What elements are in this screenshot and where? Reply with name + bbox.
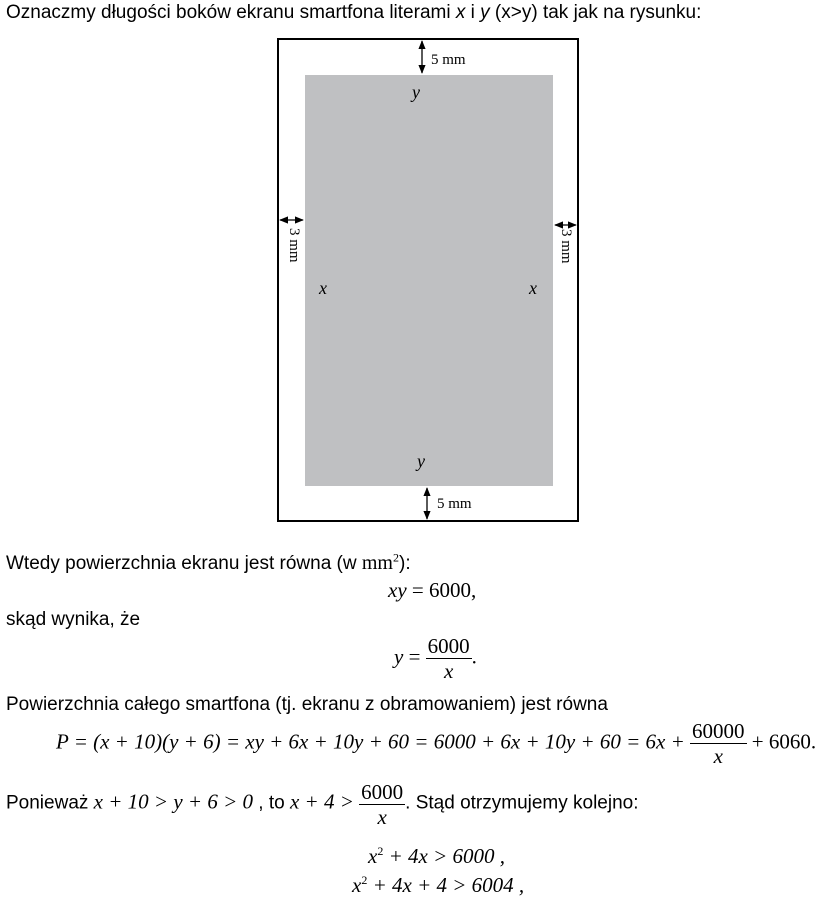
area-unit: mm <box>361 552 393 574</box>
eq3-main: P = (x + 10)(y + 6) = xy + 6x + 10y + 60 = 6000 + 6x + 10y + 60 = 6x + <box>56 729 691 754</box>
equation-y <box>394 634 477 683</box>
powierzchnia-line: Powierzchnia całego smartfona (tj. ekranu z obramowaniem) jest równa <box>6 694 608 715</box>
eq1-lhs: xy <box>388 578 407 602</box>
eq3-numerator: 60000 <box>692 719 745 743</box>
right-gap-label: 3 mm <box>558 229 574 264</box>
ineq-numerator: 6000 <box>361 780 404 804</box>
eq5-exponent: 2 <box>361 873 368 887</box>
area-text: Wtedy powierzchnia ekranu jest równa (w <box>6 553 362 574</box>
top-gap-label: 5 mm <box>431 52 466 68</box>
skad-line: skąd wynika, że <box>6 609 141 630</box>
eq3-end: + 6060. <box>746 729 817 754</box>
ineq-fraction <box>359 780 405 829</box>
area-unit-exponent: 2 <box>393 550 399 565</box>
eq2-lhs: y <box>394 644 404 669</box>
to-text: , to <box>253 792 290 814</box>
ineq-denominator: x <box>377 805 387 830</box>
eq2-numerator: 6000 <box>427 634 470 658</box>
eq3-denominator: x <box>713 744 723 769</box>
eq5-base: x <box>352 873 362 897</box>
bottom-gap-label: 5 mm <box>437 496 472 512</box>
ineq-a: x + 10 > y + 6 > 0 <box>93 789 253 814</box>
eq4-base: x <box>368 844 378 868</box>
screen-y-bottom-label: y <box>417 451 425 471</box>
area-line <box>6 552 411 575</box>
eq2-fraction <box>426 634 472 683</box>
screen-x-right-label: x <box>529 278 537 298</box>
eq3-fraction <box>690 719 747 768</box>
eq5-rest: + 4x + 4 > 6004 , <box>367 873 525 897</box>
equation-area <box>388 578 476 603</box>
area-text-end: ): <box>399 553 411 574</box>
equation-quad1 <box>368 844 505 869</box>
equation-p <box>56 719 816 768</box>
screen-x-left-label: x <box>319 278 327 298</box>
intro-var-y: y <box>480 2 490 23</box>
poniewaz-text: Ponieważ <box>6 792 94 814</box>
intro-var-x: x <box>455 2 466 23</box>
phone-screen <box>305 75 553 486</box>
stad-text: . Stąd otrzymujemy kolejno: <box>405 792 639 814</box>
intro-text: Oznaczmy długości boków ekranu smartfona literami <box>6 2 456 23</box>
intro-and: i <box>465 2 481 23</box>
eq4-exponent: 2 <box>377 844 384 858</box>
equation-quad2 <box>352 873 524 898</box>
eq1-rhs: = 6000, <box>406 578 477 602</box>
intro-condition: (x>y) <box>489 2 538 23</box>
poniewaz-line <box>6 780 639 829</box>
eq2-denominator: x <box>444 659 454 684</box>
intro-after: tak jak na rysunku: <box>537 2 702 23</box>
eq4-rest: + 4x > 6000 , <box>383 844 505 868</box>
eq2-equals: = <box>403 644 426 669</box>
screen-y-top-label: y <box>412 82 420 102</box>
eq2-end: . <box>471 644 477 669</box>
ineq-b: x + 4 > <box>289 789 360 814</box>
left-gap-label: 3 mm <box>286 228 302 263</box>
